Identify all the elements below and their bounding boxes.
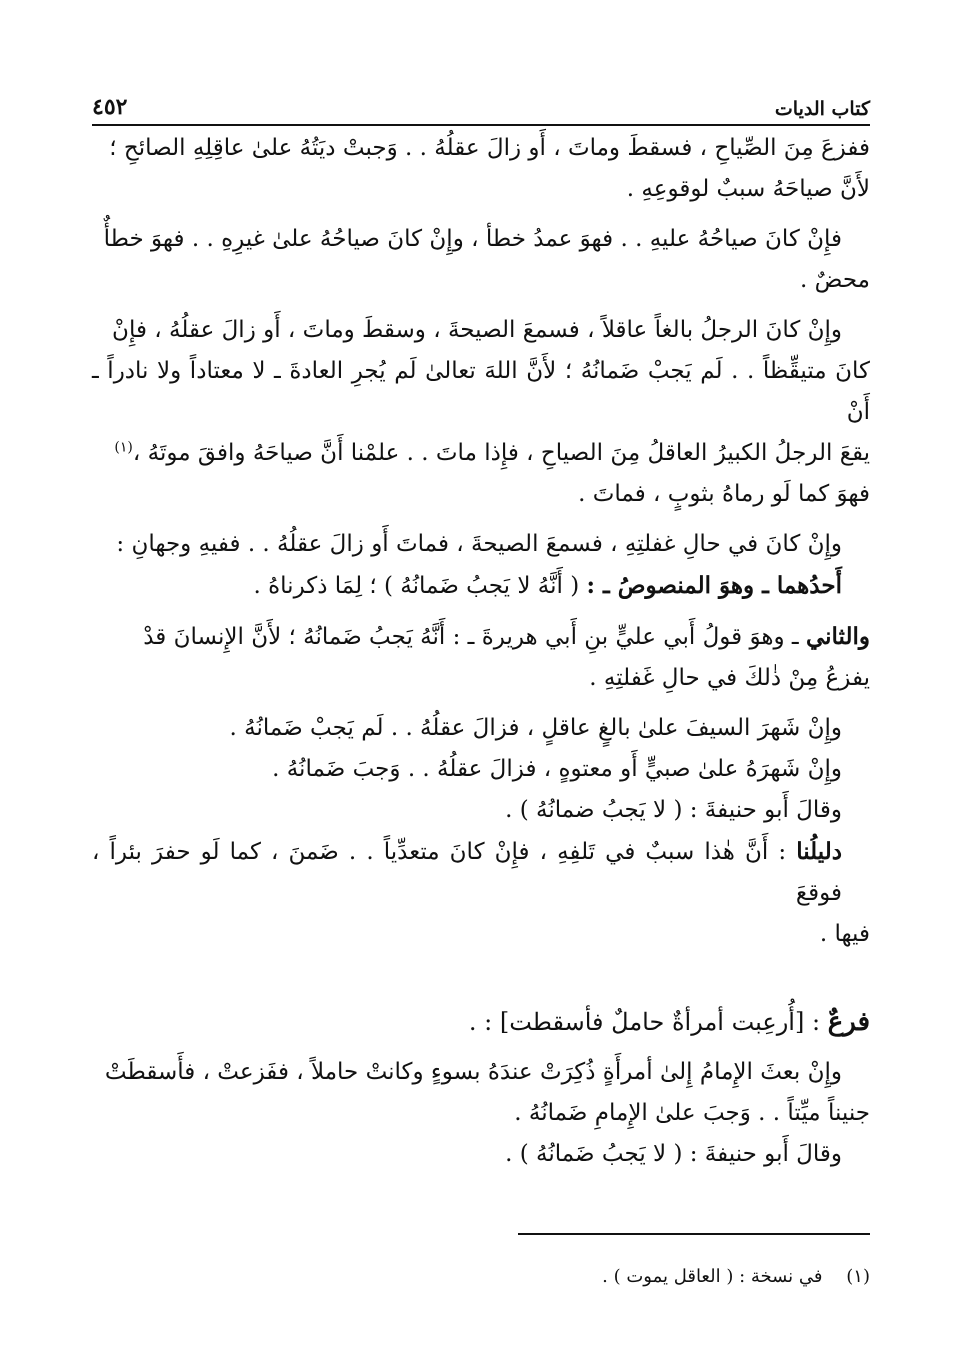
bold-lead: دليلُنا: [796, 838, 842, 865]
spacer: [92, 964, 870, 1002]
main-text: [92, 128, 870, 1184]
branch-paragraph-1: [92, 1052, 870, 1175]
text-line-rest: ـ وهوَ قولُ أَبي عليٍّ بنِ أَبي هريرةَ ـ : أَنَّهُ يَجبُ ضَمانُهُ ؛ لأَنَّ الإِنسانَ قدْ: [143, 624, 799, 650]
paragraph-4: [92, 524, 870, 607]
branch-title: : [أُرعِبت أمرأةٌ حاملٌ فأسقطت] : .: [468, 1008, 821, 1036]
text-line: لأَنَّ صياحَهُ سببٌ لوقوعِهِ .: [626, 176, 870, 202]
running-title: كتاب الديات: [774, 98, 870, 120]
paragraph-10: [92, 831, 870, 955]
footnote-number: (١): [846, 1266, 870, 1287]
branch-heading: [92, 1002, 870, 1043]
text-line: فإِنْ كانَ صياحُهُ عليهِ . . فهوَ عمدُ خطأ ، وإِنْ كانَ صياحُهُ علىٰ غيرِهِ . . فهوَ خطأٌ: [103, 226, 842, 252]
text-line: جنيناً ميِّتاً . . وَجبَ علىٰ الإِمامِ ضَمانُهُ .: [514, 1100, 870, 1126]
footnote-mark: (١): [114, 439, 133, 456]
text-line: [92, 616, 870, 658]
text-line: [92, 831, 842, 914]
text-line: [92, 565, 842, 607]
text-line-with-footnote: [92, 433, 870, 474]
text-line-rest: ( أَنَّهُ لا يَجبُ ضَمانُهُ ) ؛ لِمَا ذكرناهُ .: [253, 573, 580, 599]
branch-label: فرعٌ: [827, 1007, 870, 1037]
text-line: محضٌ .: [800, 267, 870, 293]
text-line: يفزعُ مِنْ ذٰلكَ في حالِ غَفلتِهِ .: [589, 665, 870, 691]
paragraph-6: [92, 616, 870, 699]
text-line: وإِنْ كانَ الرجلُ بالغاً عاقلاً ، فسمعَ الصيحةَ ، وسقطَ وماتَ ، أَو زالَ عقلُهُ ، فإِنْ: [112, 317, 842, 343]
text-line: وإِنْ بعثَ الإِمامُ إِلىٰ أمرأَةٍ ذُكِرَتْ عندَهُ بسوءٍ وكانتْ حاملاً ، ففَزعتْ ، فأَسقطَتْ: [104, 1059, 842, 1085]
text-line: وإِنْ شَهرَهُ علىٰ صبيٍّ أَو معتوهٍ ، فزالَ عقلُهُ . . وَجبَ ضَمانُهُ .: [272, 756, 842, 782]
paragraph-3: [92, 310, 870, 515]
text-line: وقالَ أَبو حنيفةَ : ( لا يَجبُ ضَمانُهُ ) .: [505, 1141, 842, 1167]
text-line: وإِنْ كانَ في حالِ غفلتِهِ ، فسمعَ الصيحةَ ، فماتَ أَو زالَ عقلُهُ . . ففيهِ وجهانِ :: [116, 531, 842, 557]
text-line-rest: : أَنَّ هٰذا سببٌ في تَلفِهِ ، فإِنْ كانَ متعدِّياً . . ضَمنَ ، كما لَو حفرَ بئراً ، فوقعَ: [92, 839, 842, 906]
text-line: فهوَ كما لَو رماهُ بثوبٍ ، فماتَ .: [578, 481, 870, 507]
text-line: وإِنْ شَهرَ السيفَ علىٰ بالغٍ عاقلٍ ، فزالَ عقلُهُ . . لَم يَجبْ ضَمانُهُ .: [229, 715, 842, 741]
paragraph-1: [92, 128, 870, 210]
page-number: ٤٥٢: [92, 94, 128, 120]
footnote-separator: [518, 1233, 870, 1235]
text-line: يقعَ الرجلُ الكبيرُ العاقلُ مِنَ الصياحِ ، فإِذا ماتَ . . علمْنا أَنَّ صياحَهُ وافقَ موتَهُ ،: [132, 440, 870, 466]
paragraph-2: [92, 219, 870, 301]
text-line: كانَ متيقِّظاً . . لَم يَجبْ ضَمانُهُ ؛ لأَنَّ اللهَ تعالىٰ لَم يُجرِ العادةَ ـ لا معتاداً ولا نادراً ـ أَنْ: [92, 358, 870, 425]
bold-lead: أَحدُهما ـ وهوَ المنصوصُ ـ :: [586, 572, 842, 599]
bold-lead: والثاني: [805, 623, 870, 650]
text-line: فيها .: [819, 921, 870, 947]
footnote-text: في نسخة : ( العاقل يموت ) .: [602, 1266, 823, 1287]
text-line: ففزعَ مِنَ الصِّياحِ ، فسقطَ وماتَ ، أَو زالَ عقلُهُ . . وَجبتْ ديَتُهُ علىٰ عاقِلِهِ الصائحِ ؛: [109, 135, 870, 161]
text-line: وقالَ أَبو حنيفةَ : ( لا يَجبُ ضمانُهُ ) .: [505, 797, 842, 823]
page-header: [92, 84, 870, 126]
footnote: [92, 1262, 870, 1292]
paragraph-7: [92, 708, 870, 831]
